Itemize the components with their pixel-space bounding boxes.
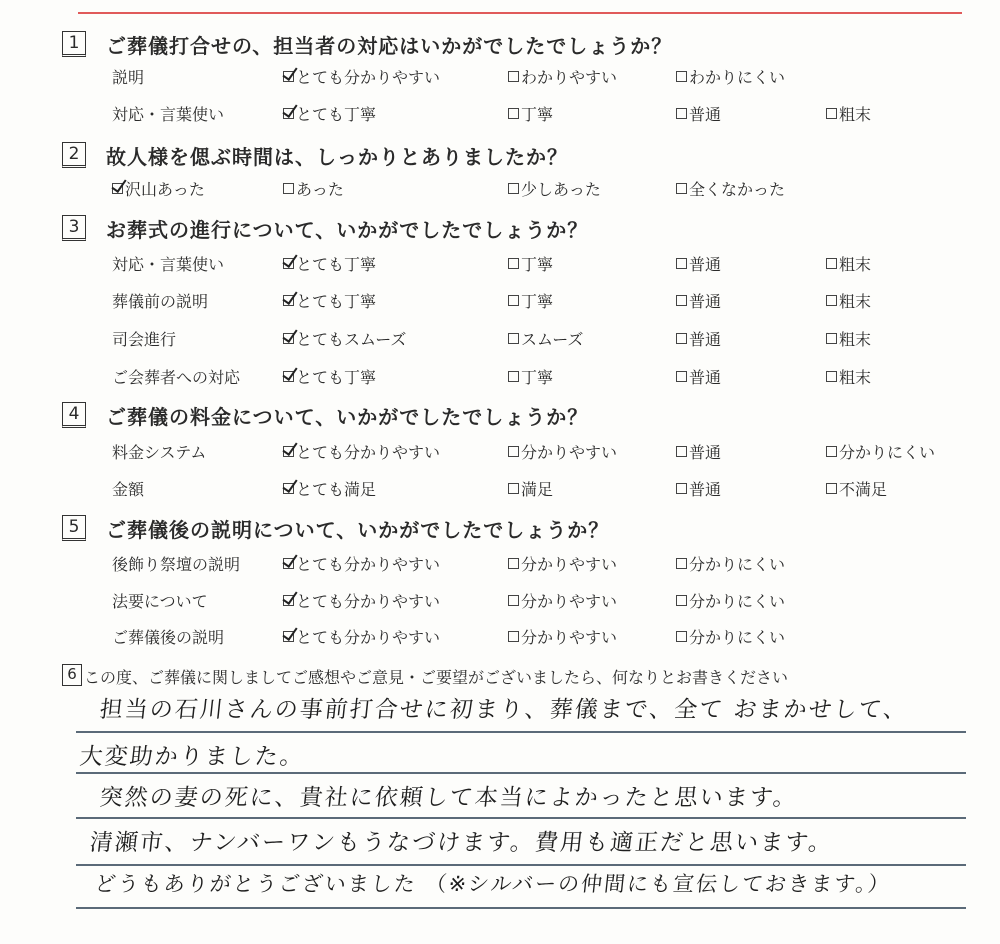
writing-rule <box>76 817 966 819</box>
question-2 <box>62 141 982 173</box>
option-checkbox[interactable]: 分かりにくい <box>676 626 785 650</box>
answer-row <box>0 626 1000 656</box>
option-checkbox[interactable]: 普通 <box>676 290 721 314</box>
checkbox-icon <box>676 595 687 606</box>
row-label: 対応・言葉使い <box>112 255 225 274</box>
checkbox-icon <box>826 333 837 344</box>
checked-box-icon <box>283 371 294 382</box>
question-number: 5 <box>62 515 86 541</box>
checked-box-icon <box>283 595 294 606</box>
option-checkbox[interactable]: 普通 <box>676 328 721 352</box>
answer-row <box>0 103 1000 133</box>
handwritten-line: どうもありがとうございました （※シルバーの仲間にも宣伝しておきます。） <box>93 872 893 896</box>
writing-rule <box>76 731 966 733</box>
option-checkbox[interactable]: 少しあった <box>508 178 601 202</box>
option-checkbox[interactable]: スムーズ <box>508 328 583 352</box>
checkbox-icon <box>508 295 519 306</box>
question-text: ご葬儀の料金について、いかがでしたでしょうか？ <box>106 405 589 429</box>
question-number: 6 <box>62 664 82 686</box>
writing-rule <box>76 907 966 909</box>
answer-row <box>0 178 1000 208</box>
option-checkbox[interactable]: 丁寧 <box>508 290 553 314</box>
option-checkbox[interactable]: とても分かりやすい <box>283 66 440 90</box>
question-number: 3 <box>62 215 86 241</box>
option-checkbox[interactable]: とても丁寧 <box>283 290 376 314</box>
option-checkbox[interactable]: 分かりやすい <box>508 590 617 614</box>
question-number: 1 <box>62 31 86 57</box>
option-checkbox[interactable]: とても丁寧 <box>283 366 376 390</box>
checked-box-icon <box>283 631 294 642</box>
option-checkbox[interactable]: 粗末 <box>826 366 871 390</box>
option-checkbox[interactable]: とても分かりやすい <box>283 441 440 465</box>
checkbox-icon <box>826 295 837 306</box>
option-checkbox[interactable]: とても分かりやすい <box>283 553 440 577</box>
checkbox-icon <box>826 446 837 457</box>
checkbox-icon <box>826 483 837 494</box>
question-4 <box>62 401 982 433</box>
checked-box-icon <box>283 446 294 457</box>
option-checkbox[interactable]: 丁寧 <box>508 366 553 390</box>
checkbox-icon <box>826 258 837 269</box>
checkbox-icon <box>676 446 687 457</box>
handwritten-line: 突然の妻の死に、貴社に依頼して本当によかったと思います。 <box>98 785 800 811</box>
checkbox-icon <box>508 333 519 344</box>
option-checkbox[interactable]: 分かりにくい <box>676 590 785 614</box>
row-label: 葬儀前の説明 <box>112 292 209 311</box>
question-number: 2 <box>62 142 86 168</box>
answer-row <box>0 66 1000 96</box>
checkbox-icon <box>508 595 519 606</box>
row-label: 司会進行 <box>112 330 177 349</box>
top-red-line <box>78 12 962 14</box>
checkbox-icon <box>508 108 519 119</box>
row-label: 対応・言葉使い <box>112 105 225 124</box>
checked-box-icon <box>283 333 294 344</box>
option-checkbox[interactable]: 普通 <box>676 441 721 465</box>
question-5 <box>62 514 982 546</box>
checkbox-icon <box>508 446 519 457</box>
checkbox-icon <box>676 71 687 82</box>
checked-box-icon <box>283 295 294 306</box>
checkbox-icon <box>508 258 519 269</box>
answer-row <box>0 290 1000 320</box>
row-label: 法要について <box>112 592 208 611</box>
checkbox-icon <box>676 258 687 269</box>
checkbox-icon <box>508 631 519 642</box>
option-checkbox[interactable]: 分かりにくい <box>826 441 935 465</box>
checkbox-icon <box>676 183 687 194</box>
writing-rule <box>76 864 966 866</box>
answer-row <box>0 590 1000 620</box>
question-text: ご葬儀後の説明について、いかがでしたでしょうか？ <box>106 518 610 542</box>
row-label: 説明 <box>112 68 145 87</box>
checkbox-icon <box>508 483 519 494</box>
row-label: 後飾り祭壇の説明 <box>112 555 241 574</box>
question-1 <box>62 30 982 62</box>
handwritten-line: 担当の石川さんの事前打合せに初まり、葬儀まで、全て おまかせして、 <box>98 697 910 723</box>
row-label: 料金システム <box>112 443 207 462</box>
handwritten-line: 大変助かりました。 <box>78 744 307 770</box>
checkbox-icon <box>676 333 687 344</box>
checkbox-icon <box>676 371 687 382</box>
option-checkbox[interactable]: 普通 <box>676 253 721 277</box>
checkbox-icon <box>676 483 687 494</box>
option-checkbox[interactable]: 丁寧 <box>508 253 553 277</box>
checkbox-icon <box>508 71 519 82</box>
option-checkbox[interactable]: 満足 <box>508 478 553 502</box>
option-checkbox[interactable]: とても丁寧 <box>283 103 376 127</box>
question-text: 故人様を偲ぶ時間は、しっかりとありましたか？ <box>106 145 568 169</box>
checkbox-icon <box>508 371 519 382</box>
option-checkbox[interactable]: 丁寧 <box>508 103 553 127</box>
option-checkbox[interactable]: 全くなかった <box>676 178 785 202</box>
checkbox-icon <box>676 295 687 306</box>
option-checkbox[interactable]: 沢山あった <box>112 178 205 202</box>
answer-row <box>0 328 1000 358</box>
answer-row <box>0 253 1000 283</box>
option-checkbox[interactable]: 不満足 <box>826 478 887 502</box>
checkbox-icon <box>676 558 687 569</box>
option-checkbox[interactable]: とても分かりやすい <box>283 590 440 614</box>
option-checkbox[interactable]: とても丁寧 <box>283 253 376 277</box>
checked-box-icon <box>283 108 294 119</box>
option-checkbox[interactable]: 分かりやすい <box>508 553 617 577</box>
comments-prompt: この度、ご葬儀に関しましてご感想やご意見・ご要望がございましたら、何なりとお書きください <box>84 668 789 687</box>
option-checkbox[interactable]: 粗末 <box>826 103 871 127</box>
answer-row <box>0 366 1000 396</box>
question-text: ご葬儀打合せの、担当者の対応はいかがでしたでしょうか？ <box>106 34 673 58</box>
checked-box-icon <box>283 71 294 82</box>
checkbox-icon <box>826 108 837 119</box>
row-label: ご会葬者への対応 <box>112 368 241 387</box>
checkbox-icon <box>283 183 294 194</box>
checked-box-icon <box>112 183 123 194</box>
checkbox-icon <box>826 371 837 382</box>
answer-row <box>0 553 1000 583</box>
option-checkbox[interactable]: 粗末 <box>826 328 871 352</box>
option-checkbox[interactable]: 分かりやすい <box>508 626 617 650</box>
option-checkbox[interactable]: 粗末 <box>826 253 871 277</box>
option-checkbox[interactable]: とても満足 <box>283 478 376 502</box>
option-checkbox[interactable]: あった <box>283 178 344 202</box>
handwritten-line: 清瀬市、ナンバーワンもうなづけます。費用も適正だと思います。 <box>88 830 835 856</box>
option-checkbox[interactable]: 普通 <box>676 478 721 502</box>
row-label: ご葬儀後の説明 <box>112 628 225 647</box>
option-checkbox[interactable]: わかりやすい <box>508 66 617 90</box>
question-3 <box>62 214 982 246</box>
row-label: 金額 <box>112 480 145 499</box>
option-checkbox[interactable]: 普通 <box>676 103 721 127</box>
answer-row <box>0 441 1000 471</box>
question-text: お葬式の進行について、いかがでしたでしょうか？ <box>106 218 589 242</box>
checkbox-icon <box>676 108 687 119</box>
writing-rule <box>76 772 966 774</box>
option-checkbox[interactable]: とてもスムーズ <box>283 328 406 352</box>
answer-row <box>0 478 1000 508</box>
checked-box-icon <box>283 258 294 269</box>
checkbox-icon <box>508 183 519 194</box>
checkbox-icon <box>676 631 687 642</box>
option-checkbox[interactable]: とても分かりやすい <box>283 626 440 650</box>
checked-box-icon <box>283 483 294 494</box>
option-checkbox[interactable]: 分かりやすい <box>508 441 617 465</box>
question-number: 4 <box>62 402 86 428</box>
checked-box-icon <box>283 558 294 569</box>
option-checkbox[interactable]: 粗末 <box>826 290 871 314</box>
checkbox-icon <box>508 558 519 569</box>
option-checkbox[interactable]: わかりにくい <box>676 66 785 90</box>
option-checkbox[interactable]: 分かりにくい <box>676 553 785 577</box>
option-checkbox[interactable]: 普通 <box>676 366 721 390</box>
